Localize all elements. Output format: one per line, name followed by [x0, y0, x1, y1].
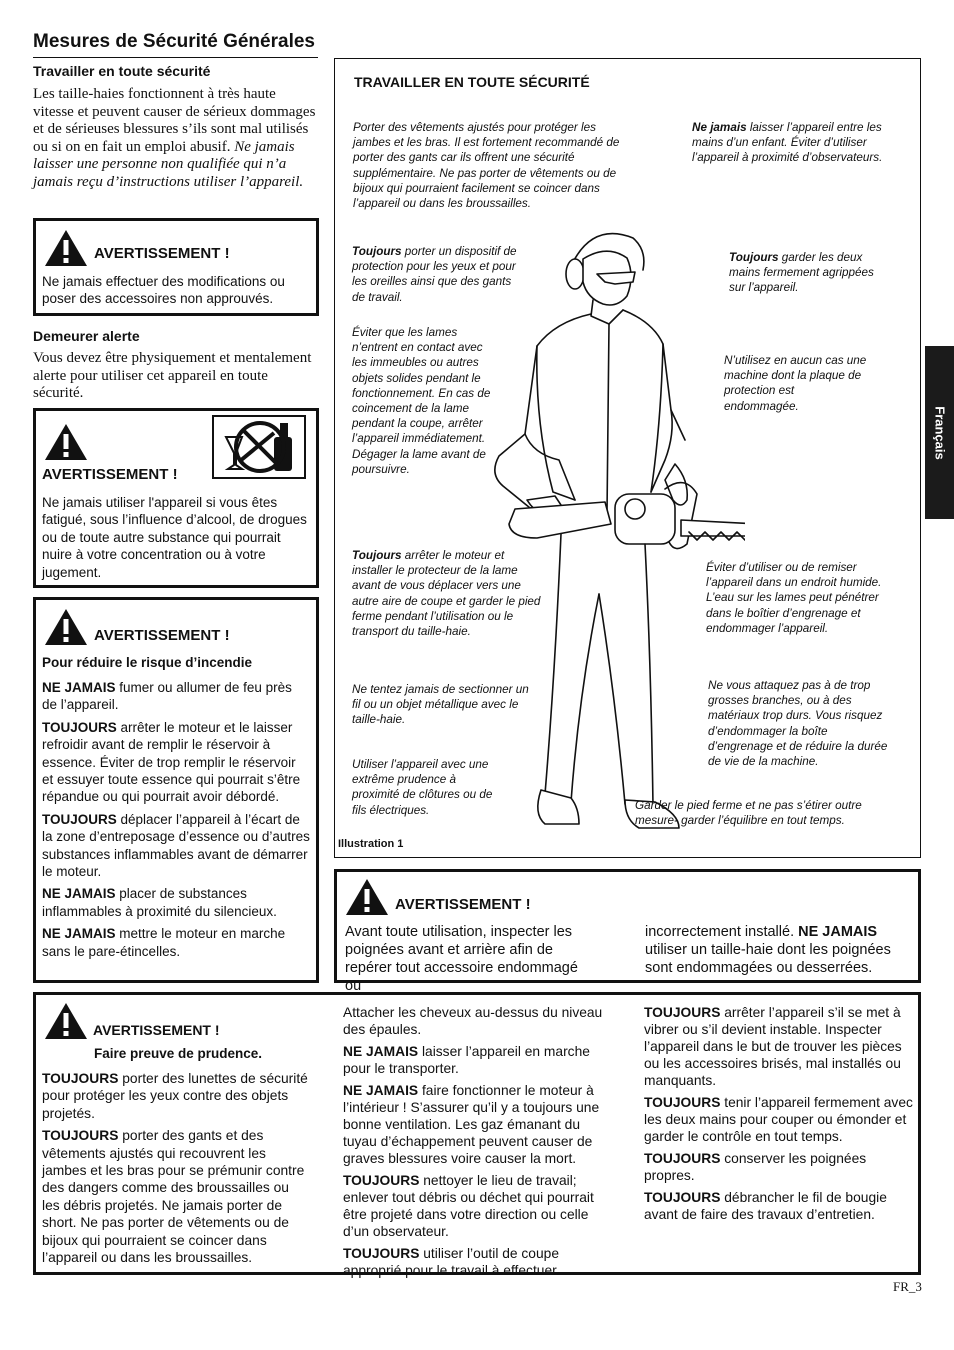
- list-item: NE JAMAIS fumer ou allumer de feu près de l’appareil.: [42, 680, 292, 713]
- warning-box-modifications: [33, 218, 319, 316]
- caption-footing: Garder le pied ferme et ne pas s’étirer outre mesure- garder l’équilibre en tout temps.: [635, 799, 862, 828]
- warning-text-col1: Avant toute utilisation, inspecter les poignées avant et arrière afin de repérer tout accessoire endommagé ou: [345, 924, 578, 994]
- warning-triangle-icon: [44, 1002, 88, 1040]
- warning-text-col2: incorrectement installé. NE JAMAIS utiliser un taille-haie dont les poignées sont endommagées ou desserrées.: [645, 924, 891, 976]
- warning-label: AVERTISSEMENT !: [395, 896, 531, 913]
- caption-metal-wire: Ne tentez jamais de sectionner un fil ou un objet métallique avec le taille-haie.: [352, 683, 529, 727]
- list-item: TOUJOURS tenir l’appareil fermement avec les deux mains pour couper ou émonder et garder le contrôle en tout temps.: [644, 1095, 913, 1144]
- page-title: Mesures de Sécurité Générales: [33, 31, 315, 52]
- list-item: TOUJOURS arrêter le moteur et le laisser refroidir avant de remplir le réservoir à essence. Éviter de trop remplir le réservoir et essuyer toute essence qui pourrait s’être répandue ou qui pourrait avoir débordé.: [42, 719, 301, 805]
- alert-text: Vous devez être physiquement et mentalement alerte pour utiliser cet appareil en toute sécurité.: [33, 350, 312, 401]
- list-item: NE JAMAIS mettre le moteur en marche sans le pare-étincelles.: [42, 926, 286, 959]
- caption-fences: Utiliser l’appareil avec une extrême prudence à proximité de clôtures ou de fils électriques.: [352, 758, 493, 817]
- warning-triangle-icon: [44, 423, 88, 461]
- list-item: TOUJOURS utiliser l’outil de coupe approprié pour le travail à effectuer.: [343, 1246, 560, 1278]
- list-item: TOUJOURS porter des gants et des vêtements ajustés qui recouvrent les jambes et les bras pour se prémunir contre des dangers comme des broussailles ou les débris projetés. Ne jamais porter de short. Ne pas porter de vêtements ou de bijoux qui pourraient se coincer dans l’appareil ou dans les broussailles.: [42, 1128, 305, 1266]
- warning-box-fire: [33, 597, 319, 983]
- warning-label: AVERTISSEMENT !: [93, 1022, 220, 1038]
- warning-box-handles: [334, 869, 921, 994]
- list-item: TOUJOURS nettoyer le lieu de travail; enlever tout débris ou déchet qui pourrait être projeté dans votre direction ou celle d’un observateur.: [343, 1173, 594, 1239]
- warning-subtitle: Pour réduire le risque d’incendie: [42, 655, 253, 670]
- caption-humidity: Éviter d’utiliser ou de remiser l’appareil dans un endroit humide. L’eau sur les lames peut pénétrer dans le boîtier d’engrenage et endommager l’appareil.: [706, 561, 882, 635]
- warning-box-alcohol: [33, 408, 319, 588]
- warning-label: AVERTISSEMENT !: [94, 627, 230, 644]
- caption-stop-engine: Toujours arrêter le moteur et installer le protecteur de la lame avant de vous déplacer vers une autre aire de coupe et garder le pied ferme pendant l’utilisation ou le transport du taille-haie.: [352, 549, 541, 639]
- intro-text: [33, 86, 318, 191]
- warning-triangle-icon: [44, 229, 88, 267]
- caption-protection: Toujours porter un dispositif de protection pour les yeux et pour les oreilles ainsi que des gants de travail.: [352, 245, 517, 304]
- warning-triangle-icon: [345, 878, 389, 916]
- intro-heading: Travailler en toute sécurité: [33, 63, 211, 79]
- no-alcohol-drugs-icon: [212, 415, 306, 479]
- list-item: NE JAMAIS faire fonctionner le moteur à l’intérieur ! S’assurer qu’il y a toujours une bonne ventilation. Les gaz émanant du tuyau d’échappement peuvent causer de graves blessures voire causer la mort.: [343, 1083, 600, 1166]
- illustration-panel: [334, 58, 921, 858]
- caption-branches: Ne vous attaquez pas à de trop grosses branches, ou à des matériaux trop durs. Vous risquez d’endommager la boîte d’engrenage et de réduire la durée de vie de la machine.: [708, 679, 888, 769]
- warning-label: AVERTISSEMENT !: [94, 245, 230, 262]
- warning-list: [42, 679, 310, 965]
- alert-heading: Demeurer alerte: [33, 328, 140, 344]
- caption-children: Ne jamais laisser l’appareil entre les mains d’un enfant. Éviter d’utiliser l’appareil à proximité d’observateurs.: [692, 121, 883, 165]
- warning-text: Ne jamais effectuer des modifications ou poser des accessoires non approuvés.: [42, 274, 285, 307]
- language-tab-label: Français: [932, 405, 947, 460]
- warning-subtitle: Faire preuve de prudence.: [94, 1046, 263, 1061]
- warning-col3: [644, 1004, 914, 1228]
- warning-col1: [42, 1070, 310, 1271]
- illustration-heading: TRAVAILLER EN TOUTE SÉCURITÉ: [354, 74, 590, 90]
- list-item: TOUJOURS conserver les poignées propres.: [644, 1151, 867, 1183]
- page-number: FR_3: [893, 1279, 922, 1294]
- list-item: TOUJOURS déplacer l’appareil à l’écart de la zone d’entreposage d’essence ou d’autres substances inflammables avant de démarrer le moteur.: [42, 811, 310, 880]
- title-rule: [33, 57, 318, 58]
- warning-label: AVERTISSEMENT !: [42, 466, 178, 483]
- warning-text: Ne jamais utiliser l'appareil si vous êtes fatigué, sous l’influence d’alcool, de drogues ou de toute autre substance qui pourrait nuire à votre concentration ou à votre jugement.: [42, 495, 307, 580]
- list-item: NE JAMAIS placer de substances inflammables à proximité du silencieux.: [42, 886, 277, 919]
- list-item: TOUJOURS porter des lunettes de sécurité pour protéger les yeux contre des objets projetés.: [42, 1071, 308, 1121]
- list-item: NE JAMAIS laisser l’appareil en marche pour le transporter.: [343, 1044, 590, 1076]
- language-tab: [925, 346, 954, 519]
- list-item: TOUJOURS débrancher le fil de bougie avant de faire des travaux d’entretien.: [644, 1190, 887, 1222]
- intro-italic: Ne jamais laisser une personne non qualifiée qui n’a jamais reçu d’instructions utiliser l’appareil.: [33, 138, 304, 190]
- illustration-label: Illustration 1: [338, 838, 404, 850]
- caption-blade-contact: Éviter que les lames n’entrent en contact avec les immeubles ou autres objets solides pendant le fonctionnement. En cas de coincement de la lame pendant la coupe, arrêter l’appareil immédiatement. Dégager la lame avant de poursuivre.: [352, 326, 491, 476]
- caption-guard-plate: N’utilisez en aucun cas une machine dont la plaque de protection est endommagée.: [724, 354, 867, 413]
- list-item: Attacher les cheveux au-dessus du niveau des épaules.: [343, 1005, 603, 1037]
- list-item: TOUJOURS arrêter l’appareil s’il se met à vibrer ou s’il devient instable. Inspecter l’appareil dans le but de trouver les pièces ou les accessoires brisés, mal installés ou manquants.: [644, 1005, 902, 1088]
- warning-box-prudence: [33, 992, 921, 1278]
- caption-two-hands: Toujours garder les deux mains fermement agrippées sur l’appareil.: [729, 251, 874, 295]
- operator-figure-illustration: [475, 224, 745, 844]
- warning-triangle-icon: [44, 608, 88, 646]
- caption-clothing: Porter des vêtements ajustés pour protéger les jambes et les bras. Il est fortement recommandé de porter des gants car ils offrent une sécurité supplémentaire. Ne pas porter de vêtements ou de bijoux qui pourraient facilement se coincer dans l’appareil ou dans les broussailles.: [353, 121, 620, 211]
- intro-body: Les taille-haies fonctionnent à très haute vitesse et peuvent causer de sérieux dommages et de sérieuses blessures s’ils sont mal utilisés ou si on en fait un emploi abusif.: [33, 86, 316, 155]
- warning-col2: [343, 1004, 611, 1284]
